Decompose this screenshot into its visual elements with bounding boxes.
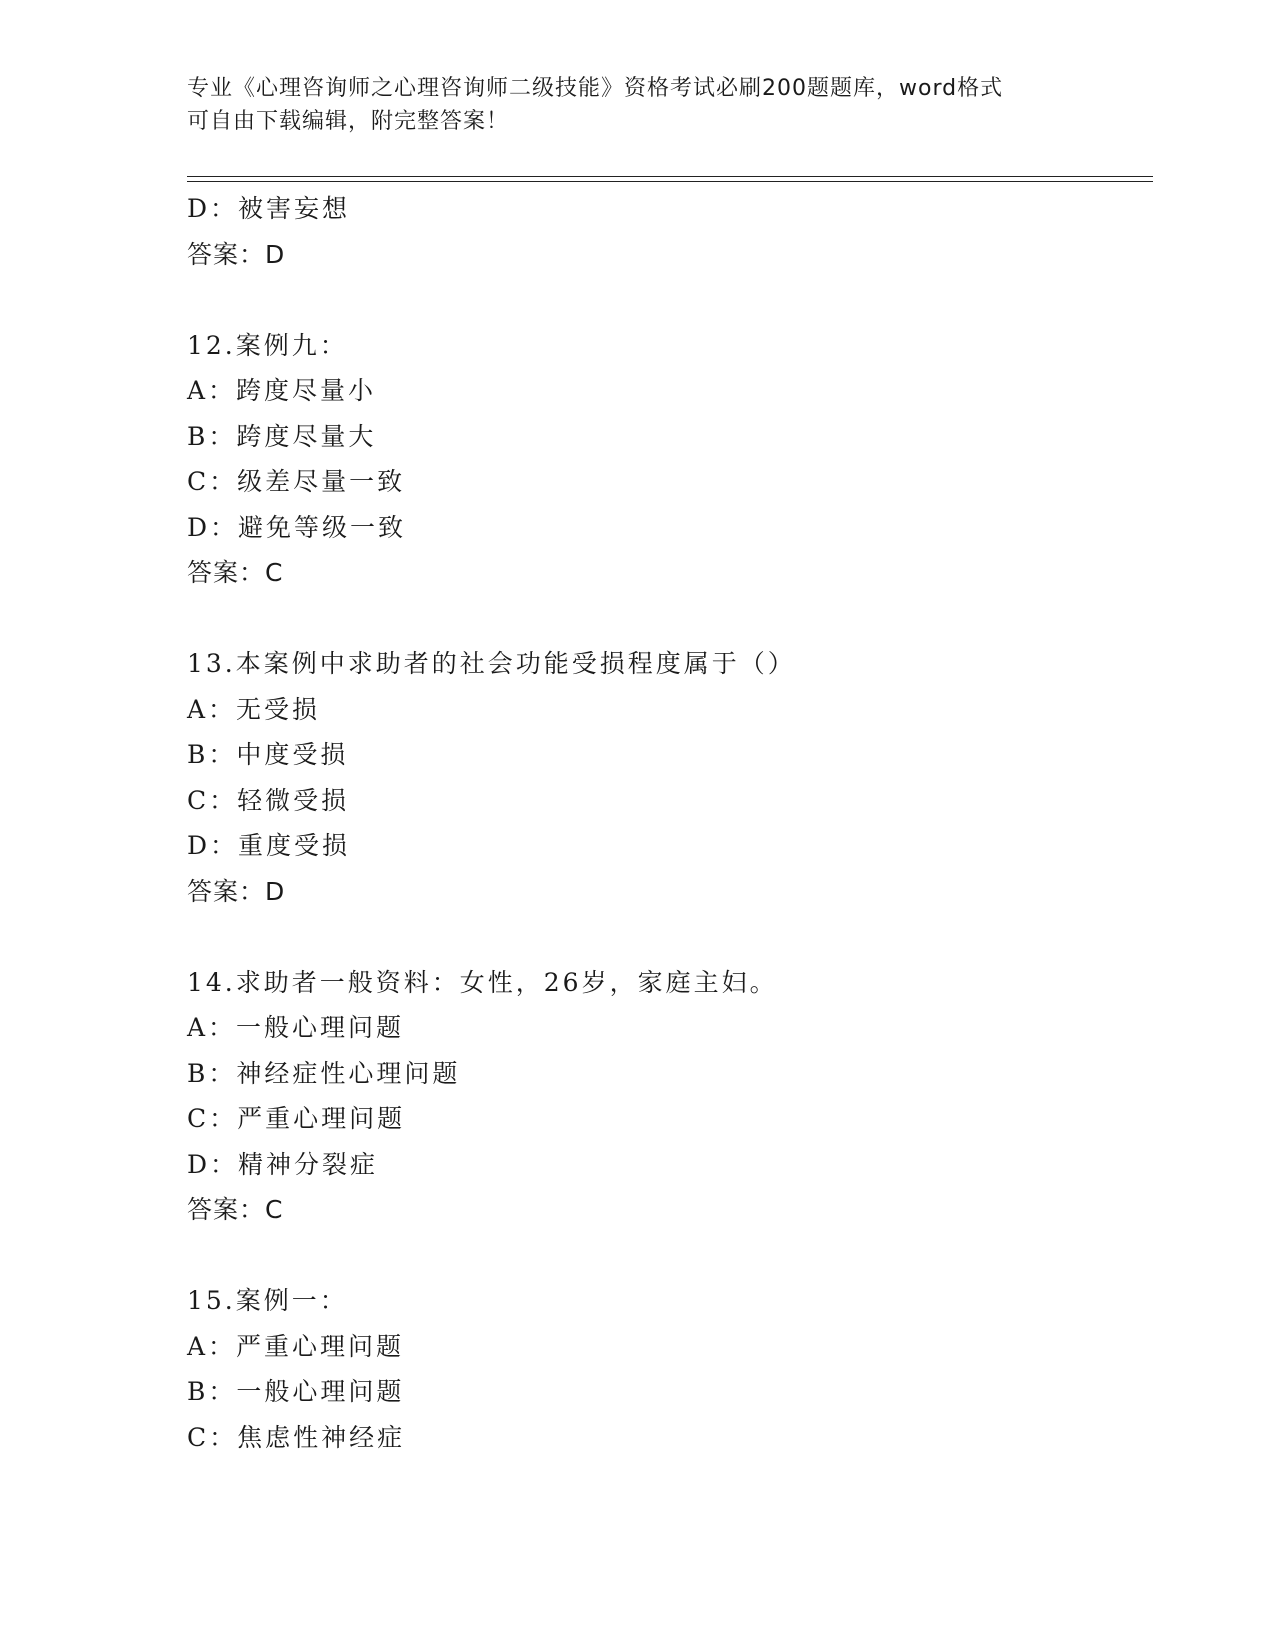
- header-rule-top: [187, 176, 1153, 177]
- answer-line: 答案：D: [187, 239, 286, 269]
- question-title: 13.本案例中求助者的社会功能受损程度属于（）: [187, 649, 796, 678]
- option-line: A：一般心理问题: [187, 1013, 405, 1042]
- header-rule-bottom: [187, 181, 1153, 182]
- page-header: [187, 72, 1067, 138]
- spacer: [187, 1233, 1153, 1279]
- option-line: B：跨度尽量大: [187, 421, 377, 451]
- option-line: C：轻微受损: [187, 785, 350, 815]
- question-list: [187, 186, 1153, 1460]
- option-line: C：焦虑性神经症: [187, 1422, 406, 1452]
- option-line: A：无受损: [187, 694, 321, 724]
- header-title-line-2: 可自由下载编辑，附完整答案！: [187, 109, 510, 134]
- option-line: D：精神分裂症: [187, 1149, 379, 1179]
- spacer: [187, 914, 1153, 960]
- answer-line: 答案：C: [187, 558, 284, 587]
- option-line: B：神经症性心理问题: [187, 1058, 461, 1088]
- option-line: A：严重心理问题: [187, 1331, 405, 1361]
- answer-line: 答案：D: [187, 876, 286, 906]
- option-line: C：严重心理问题: [187, 1104, 406, 1133]
- question-title: 15.案例一：: [187, 1286, 348, 1315]
- answer-line: 答案：C: [187, 1195, 284, 1224]
- option-line: B：中度受损: [187, 740, 349, 769]
- option-line: C：级差尽量一致: [187, 467, 406, 496]
- option-line: A：跨度尽量小: [187, 376, 377, 405]
- header-title-line-1: 专业《心理咨询师之心理咨询师二级技能》资格考试必刷200题题库，word格式: [187, 76, 1004, 101]
- spacer: [187, 596, 1153, 642]
- spacer: [187, 277, 1153, 323]
- option-line: D：避免等级一致: [187, 512, 407, 542]
- question-title: 14.求助者一般资料：女性，26岁，家庭主妇。: [187, 967, 778, 997]
- question-title: 12.案例九：: [187, 330, 348, 360]
- option-line: D：重度受损: [187, 831, 351, 860]
- option-line: B：一般心理问题: [187, 1377, 405, 1406]
- option-line: D：被害妄想: [187, 194, 351, 223]
